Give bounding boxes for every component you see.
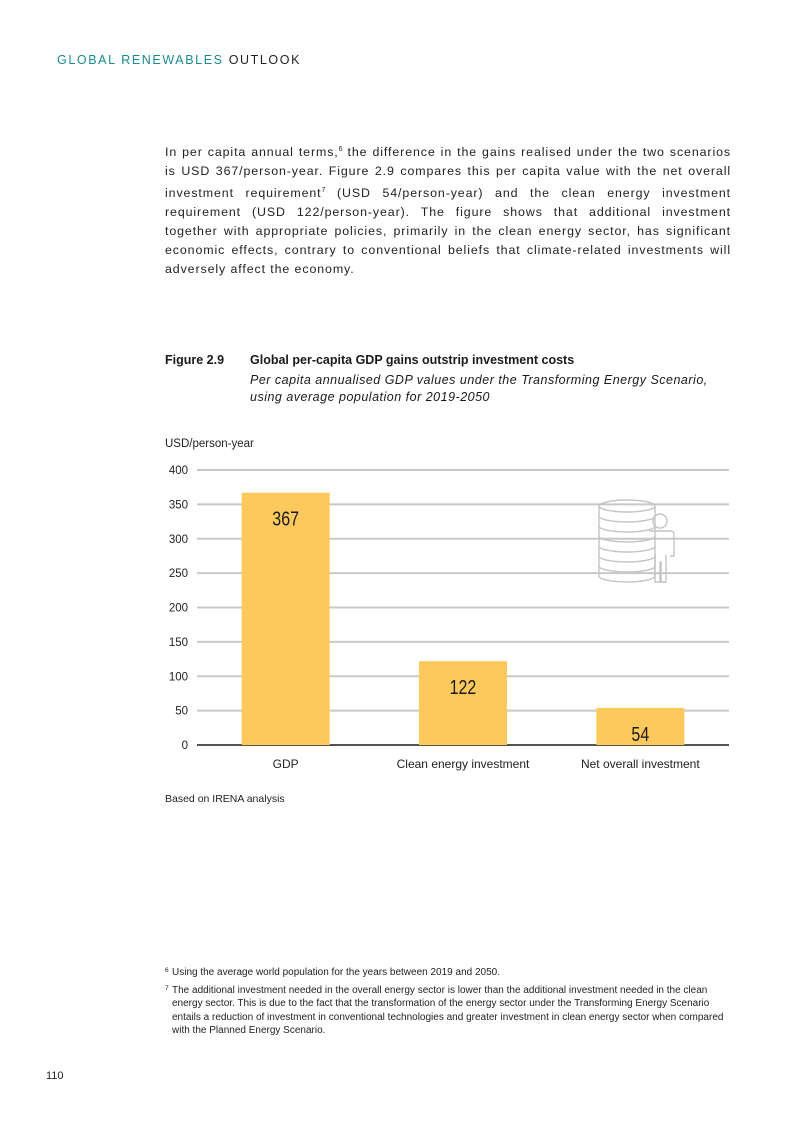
- figure-title: Global per-capita GDP gains outstrip investment costs: [250, 353, 575, 367]
- body-text-3: (USD 54/person-year) and the clean energy investment requirement (USD 122/person-year). The figure shows that additional investment together with appropriate policies, primarily in the clean energy sector, has significant economic effects, contrary to conventional beliefs that climate-related investments will adversely affect the economy.: [165, 186, 731, 277]
- figure-subtitle: Per capita annualised GDP values under the Transforming Energy Scenario, using average population for 2019-2050: [250, 373, 708, 404]
- bar-value-label: 122: [449, 676, 477, 699]
- x-tick-label: GDP: [272, 757, 299, 771]
- y-tick-label: 150: [168, 636, 188, 649]
- y-tick-label: 350: [168, 499, 188, 512]
- y-tick-label: 200: [168, 602, 188, 615]
- bar-value-label: 54: [631, 723, 650, 746]
- bar-value-label: 367: [272, 508, 300, 531]
- header-title-part1: GLOBAL RENEWABLES: [57, 53, 224, 67]
- y-axis-label: USD/person-year: [165, 438, 254, 450]
- y-tick-label: 0: [181, 740, 188, 752]
- x-tick-label: Net overall investment: [580, 757, 700, 771]
- footnote-7: [165, 984, 730, 1037]
- figure-number: Figure 2.9: [165, 353, 225, 367]
- footnote-mark: 6: [165, 967, 169, 974]
- y-tick-label: 300: [168, 533, 188, 546]
- y-tick-label: 50: [175, 705, 188, 718]
- x-tick-label: Clean energy investment: [396, 757, 530, 771]
- source-note: Based on IRENA analysis: [165, 793, 285, 805]
- footnote-mark: 7: [165, 985, 169, 993]
- footnote-6: [165, 966, 730, 979]
- footnote-text: The additional investment needed in the overall energy sector is lower than the additional investment needed in the clean energy sector. This is due to the fact that the transformation of the energy sector under the Transforming Energy Scenario entails a reduction of investment in conventional technologies and greater investment in clean energy sector when compared with the Planned Energy Scenario.: [172, 985, 724, 1036]
- footnote-text: Using the average world population for the years between 2019 and 2050.: [172, 967, 501, 978]
- footnote-ref-7: 7: [321, 187, 326, 195]
- person-coins-icon: [599, 500, 674, 582]
- footnote-ref-6: 6: [338, 146, 343, 153]
- page-number: 110: [46, 1070, 64, 1082]
- bar-clean-energy-investment: [419, 661, 507, 745]
- y-tick-label: 100: [168, 671, 188, 684]
- bar-gdp: [242, 493, 330, 745]
- body-text-2: the difference in the gains realised under the two scenarios is USD 367/person-year. Figure 2.9 compares this per capita value with the net overall investment requirement: [165, 145, 731, 201]
- footnotes: [165, 966, 730, 1042]
- y-tick-label: 400: [168, 465, 188, 477]
- header-title-part2: OUTLOOK: [228, 53, 302, 67]
- body-text-1: In per capita annual terms,: [165, 145, 339, 160]
- y-tick-label: 250: [168, 568, 188, 581]
